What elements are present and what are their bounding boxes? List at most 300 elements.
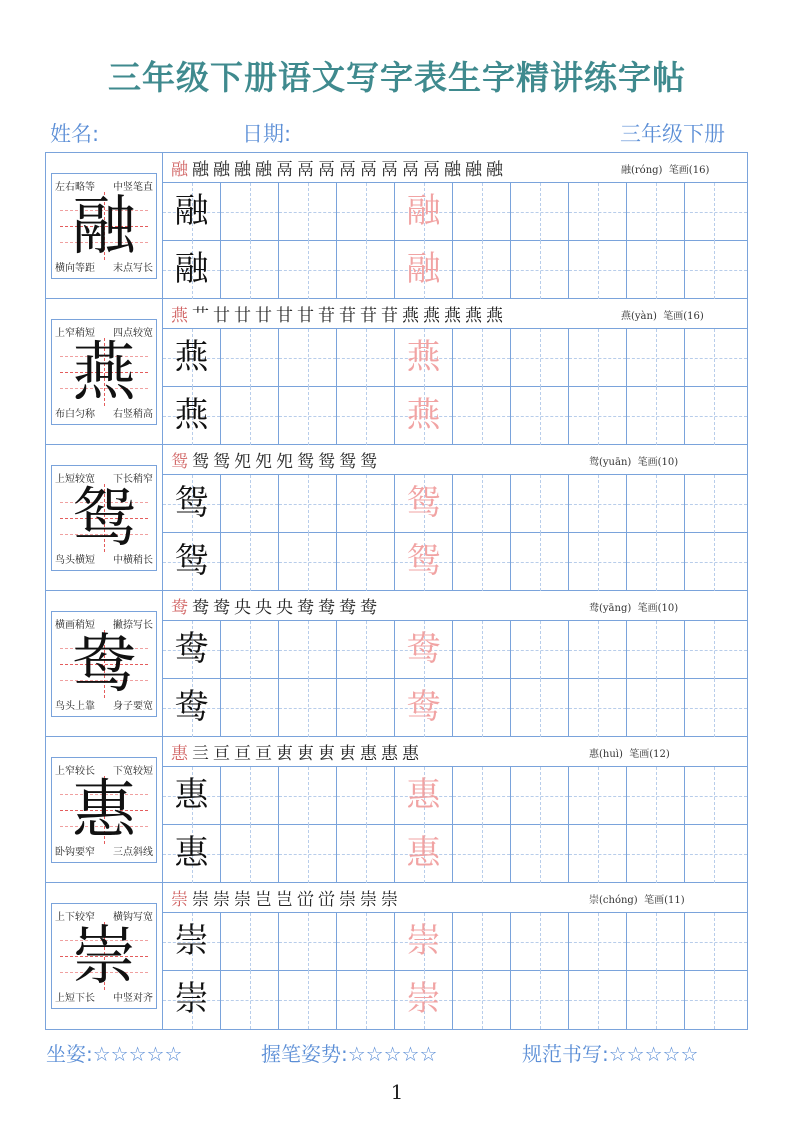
practice-cell[interactable] <box>395 533 453 591</box>
practice-cell[interactable] <box>163 971 221 1029</box>
tip-text: 卧钩要窄 <box>55 847 95 858</box>
stroke-count: 笔画(16) <box>663 311 704 322</box>
writing-rating <box>522 1038 698 1067</box>
character-block <box>46 591 747 737</box>
tip-text: 横画稍短 <box>55 620 95 631</box>
stroke-count: 笔画(16) <box>668 165 710 176</box>
practice-cell[interactable] <box>453 241 511 299</box>
writing-label: 规范书写: <box>522 1042 609 1066</box>
practice-cell[interactable] <box>221 533 279 591</box>
stroke-step: 鸯 <box>339 598 357 618</box>
practice-cell[interactable] <box>511 533 569 591</box>
practice-cell[interactable] <box>221 183 279 241</box>
practice-cell[interactable] <box>221 971 279 1029</box>
practice-cell[interactable] <box>511 679 569 737</box>
practice-cell[interactable] <box>163 183 221 241</box>
practice-cell[interactable] <box>279 679 337 737</box>
stroke-step: 鬲 <box>276 160 294 180</box>
stroke-order-row <box>163 737 747 767</box>
stroke-step: 亘 <box>255 744 273 764</box>
practice-cell[interactable] <box>685 329 747 387</box>
practice-cell[interactable] <box>163 679 221 737</box>
practice-cell[interactable] <box>221 679 279 737</box>
date-label: 日期: <box>242 122 292 146</box>
stroke-step: 艹 <box>192 306 210 326</box>
stroke-step: 燕 <box>423 306 441 326</box>
grip-rating <box>261 1038 437 1067</box>
stroke-step: 鸯 <box>360 598 378 618</box>
tip-text: 布白匀称 <box>55 409 95 420</box>
practice-cell[interactable] <box>395 621 453 679</box>
practice-grid-row <box>163 387 747 445</box>
practice-cell[interactable] <box>511 475 569 533</box>
practice-grid-row <box>163 621 747 679</box>
practice-sheet <box>45 152 748 1030</box>
stroke-step: 融 <box>486 160 504 180</box>
practice-cell[interactable] <box>395 183 453 241</box>
practice-cell[interactable] <box>337 475 395 533</box>
practice-cell[interactable] <box>453 971 511 1029</box>
practice-cell[interactable] <box>337 387 395 445</box>
trace-character: 燕 <box>406 337 441 377</box>
stroke-step: 崇 <box>360 890 378 910</box>
stroke-step: 鸳 <box>360 452 378 472</box>
stroke-step: 夗 <box>255 452 273 472</box>
practice-cell[interactable] <box>337 183 395 241</box>
copy-character: 崇 <box>174 921 209 961</box>
practice-cell[interactable] <box>395 679 453 737</box>
copy-character: 融 <box>174 249 209 289</box>
practice-cell[interactable] <box>569 183 627 241</box>
practice-cell[interactable] <box>395 913 453 971</box>
stroke-sequence <box>171 447 381 472</box>
practice-cell[interactable] <box>453 329 511 387</box>
stroke-count: 笔画(10) <box>637 603 679 614</box>
stroke-step: 鬲 <box>381 160 399 180</box>
copy-character: 鸳 <box>174 483 209 523</box>
tip-text: 撇捺写长 <box>113 620 153 631</box>
stroke-count: 笔画(12) <box>629 749 670 760</box>
practice-cell[interactable] <box>569 679 627 737</box>
practice-grid-row <box>163 533 747 591</box>
model-panel <box>46 591 163 737</box>
practice-cell[interactable] <box>395 971 453 1029</box>
grip-label: 握笔姿势: <box>261 1042 348 1066</box>
page-title: 三年级下册语文写字表生字精讲练字帖 <box>108 58 686 97</box>
tip-text: 下宽较短 <box>113 766 153 777</box>
stroke-step: 惠 <box>171 744 189 764</box>
stroke-order-row <box>163 591 747 621</box>
stroke-step: 融 <box>234 160 252 180</box>
stroke-step: 央 <box>255 598 273 618</box>
practice-cell[interactable] <box>279 183 337 241</box>
practice-cell[interactable] <box>163 621 221 679</box>
tip-text: 三点斜线 <box>113 847 153 858</box>
practice-cell[interactable] <box>685 241 747 299</box>
practice-cell[interactable] <box>453 183 511 241</box>
practice-cell[interactable] <box>279 767 337 825</box>
practice-cell[interactable] <box>221 825 279 883</box>
practice-cell[interactable] <box>569 971 627 1029</box>
model-panel <box>46 445 163 591</box>
stroke-step: 夗 <box>276 452 294 472</box>
practice-cell[interactable] <box>627 621 685 679</box>
stroke-step: 融 <box>444 160 462 180</box>
practice-cell[interactable] <box>511 241 569 299</box>
tip-text: 上短下长 <box>55 993 95 1004</box>
practice-cell[interactable] <box>569 533 627 591</box>
practice-cell[interactable] <box>569 241 627 299</box>
practice-grid-row <box>163 475 747 533</box>
practice-cell[interactable] <box>337 533 395 591</box>
stroke-step: 鸯 <box>213 598 231 618</box>
practice-cell[interactable] <box>685 971 747 1029</box>
stroke-sequence <box>171 301 507 326</box>
character-info <box>589 453 678 468</box>
stroke-step: 鬲 <box>339 160 357 180</box>
practice-cell[interactable] <box>337 679 395 737</box>
model-card <box>51 173 157 279</box>
pinyin: 鸳(yuān) <box>589 457 632 468</box>
practice-cell[interactable] <box>221 241 279 299</box>
stroke-step: 融 <box>255 160 273 180</box>
tip-text: 上下较窄 <box>55 912 95 923</box>
stroke-step: 惠 <box>402 744 420 764</box>
tip-text: 上窄稍短 <box>55 328 95 339</box>
page-number: 1 <box>390 1080 404 1104</box>
practice-cell[interactable] <box>453 533 511 591</box>
practice-cell[interactable] <box>685 767 747 825</box>
practice-cell[interactable] <box>279 329 337 387</box>
practice-cell[interactable] <box>453 825 511 883</box>
practice-cell[interactable] <box>453 767 511 825</box>
practice-cell[interactable] <box>279 387 337 445</box>
practice-grid-row <box>163 825 747 883</box>
practice-cell[interactable] <box>569 329 627 387</box>
copy-character: 惠 <box>174 775 209 815</box>
pinyin: 燕(yàn) <box>621 311 657 322</box>
stroke-step: 亘 <box>213 744 231 764</box>
tip-text: 右竖稍高 <box>113 409 153 420</box>
practice-cell[interactable] <box>569 825 627 883</box>
stroke-step: 鸳 <box>339 452 357 472</box>
character-block <box>46 153 747 299</box>
practice-cell[interactable] <box>163 913 221 971</box>
stroke-step: 叀 <box>297 744 315 764</box>
stroke-step: 崇 <box>192 890 210 910</box>
practice-cell[interactable] <box>337 825 395 883</box>
practice-cell[interactable] <box>569 767 627 825</box>
practice-cell[interactable] <box>279 621 337 679</box>
practice-cell[interactable] <box>453 475 511 533</box>
character-info <box>621 161 709 176</box>
practice-cell[interactable] <box>511 825 569 883</box>
practice-cell[interactable] <box>453 387 511 445</box>
practice-cell[interactable] <box>453 913 511 971</box>
practice-cell[interactable] <box>511 329 569 387</box>
trace-character: 融 <box>406 191 441 231</box>
model-character: 鸳 <box>72 482 136 556</box>
practice-grid-row <box>163 679 747 737</box>
practice-cell[interactable] <box>163 533 221 591</box>
copy-character: 鸯 <box>174 629 209 669</box>
practice-cell[interactable] <box>395 767 453 825</box>
tip-text: 中横稍长 <box>113 555 153 566</box>
stroke-step: 燕 <box>402 306 420 326</box>
practice-cell[interactable] <box>627 387 685 445</box>
trace-character: 崇 <box>406 921 441 961</box>
practice-cell[interactable] <box>279 533 337 591</box>
practice-cell[interactable] <box>627 971 685 1029</box>
stroke-order-row <box>163 153 747 183</box>
model-card <box>51 465 157 571</box>
practice-cell[interactable] <box>569 387 627 445</box>
tip-text: 中竖对齐 <box>113 993 153 1004</box>
character-info <box>621 307 704 322</box>
trace-character: 鸳 <box>406 483 441 523</box>
practice-cell[interactable] <box>221 621 279 679</box>
practice-cell[interactable] <box>163 825 221 883</box>
stroke-step: 亘 <box>234 744 252 764</box>
stroke-step: 亖 <box>192 744 210 764</box>
trace-character: 惠 <box>406 833 441 873</box>
practice-cell[interactable] <box>569 621 627 679</box>
practice-cell[interactable] <box>395 387 453 445</box>
practice-cell[interactable] <box>221 767 279 825</box>
stroke-step: 鬲 <box>360 160 378 180</box>
practice-grid-row <box>163 241 747 299</box>
practice-cell[interactable] <box>685 183 747 241</box>
stroke-step: 鸯 <box>318 598 336 618</box>
practice-cell[interactable] <box>279 971 337 1029</box>
model-card <box>51 903 157 1009</box>
practice-cell[interactable] <box>279 475 337 533</box>
stroke-step: 崇 <box>234 890 252 910</box>
practice-cell[interactable] <box>511 913 569 971</box>
stroke-step: 融 <box>171 160 189 180</box>
stroke-step: 融 <box>213 160 231 180</box>
stroke-sequence <box>171 155 507 180</box>
practice-cell[interactable] <box>685 913 747 971</box>
character-block <box>46 445 747 591</box>
practice-grid-row <box>163 767 747 825</box>
stroke-step: 鬲 <box>423 160 441 180</box>
practice-cell[interactable] <box>163 329 221 387</box>
tip-text: 下长稍窄 <box>113 474 153 485</box>
stroke-step: 燕 <box>171 306 189 326</box>
practice-cell[interactable] <box>685 387 747 445</box>
stroke-step: 鸳 <box>213 452 231 472</box>
tip-text: 中竖笔直 <box>113 182 153 193</box>
stroke-step: 苷 <box>339 306 357 326</box>
practice-cell[interactable] <box>279 913 337 971</box>
character-block <box>46 883 747 1029</box>
stroke-step: 崇 <box>381 890 399 910</box>
trace-character: 鸯 <box>406 629 441 669</box>
stroke-order-row <box>163 883 747 913</box>
stroke-count: 笔画(11) <box>644 895 685 906</box>
stroke-step: 崇 <box>339 890 357 910</box>
practice-cell[interactable] <box>163 241 221 299</box>
stroke-step: 融 <box>465 160 483 180</box>
stroke-step: 廿 <box>213 306 231 326</box>
stroke-step: 鸳 <box>192 452 210 472</box>
practice-cell[interactable] <box>511 621 569 679</box>
name-label: 姓名: <box>50 122 100 146</box>
practice-cell[interactable] <box>511 971 569 1029</box>
practice-cell[interactable] <box>569 913 627 971</box>
grip-stars: ☆☆☆☆☆ <box>347 1042 438 1066</box>
copy-character: 鸳 <box>174 541 209 581</box>
practice-cell[interactable] <box>685 825 747 883</box>
stroke-step: 廿 <box>234 306 252 326</box>
character-block <box>46 737 747 883</box>
stroke-step: 央 <box>276 598 294 618</box>
grade-label: 三年级下册 <box>620 122 725 146</box>
model-card <box>51 319 157 425</box>
practice-cell[interactable] <box>279 825 337 883</box>
practice-cell[interactable] <box>337 767 395 825</box>
practice-cell[interactable] <box>511 387 569 445</box>
trace-character: 鸳 <box>406 541 441 581</box>
practice-cell[interactable] <box>627 183 685 241</box>
practice-cell[interactable] <box>395 241 453 299</box>
tip-text: 横向等距 <box>55 263 95 274</box>
practice-cell[interactable] <box>627 475 685 533</box>
pinyin: 鸯(yāng) <box>589 603 632 614</box>
practice-cell[interactable] <box>163 475 221 533</box>
practice-grid-row <box>163 329 747 387</box>
stroke-step: 鸯 <box>171 598 189 618</box>
tip-text: 上窄较长 <box>55 766 95 777</box>
stroke-step: 鸳 <box>318 452 336 472</box>
stroke-step: 鸳 <box>171 452 189 472</box>
practice-cell[interactable] <box>627 679 685 737</box>
copy-character: 崇 <box>174 979 209 1019</box>
practice-cell[interactable] <box>627 767 685 825</box>
stroke-step: 岂 <box>276 890 294 910</box>
copy-character: 鸯 <box>174 687 209 727</box>
model-panel <box>46 153 163 299</box>
practice-cell[interactable] <box>685 679 747 737</box>
model-panel <box>46 299 163 445</box>
stroke-sequence <box>171 739 423 764</box>
copy-character: 燕 <box>174 337 209 377</box>
practice-cell[interactable] <box>279 241 337 299</box>
practice-cell[interactable] <box>511 183 569 241</box>
practice-grid-row <box>163 971 747 1029</box>
tip-text: 上短较宽 <box>55 474 95 485</box>
practice-cell[interactable] <box>337 913 395 971</box>
trace-character: 惠 <box>406 775 441 815</box>
stroke-step: 崇 <box>213 890 231 910</box>
stroke-step: 鬲 <box>318 160 336 180</box>
practice-grid-row <box>163 183 747 241</box>
practice-cell[interactable] <box>685 475 747 533</box>
stroke-step: 峃 <box>318 890 336 910</box>
pinyin: 崇(chóng) <box>589 895 638 906</box>
practice-cell[interactable] <box>511 767 569 825</box>
model-card <box>51 757 157 863</box>
stroke-step: 廿 <box>255 306 273 326</box>
practice-cell[interactable] <box>685 621 747 679</box>
stroke-step: 叀 <box>318 744 336 764</box>
practice-cell[interactable] <box>569 475 627 533</box>
stroke-step: 苷 <box>360 306 378 326</box>
practice-cell[interactable] <box>395 825 453 883</box>
posture-stars: ☆☆☆☆☆ <box>92 1042 183 1066</box>
pinyin: 惠(huì) <box>589 749 623 760</box>
stroke-step: 鸯 <box>192 598 210 618</box>
practice-cell[interactable] <box>221 329 279 387</box>
stroke-step: 峃 <box>297 890 315 910</box>
practice-cell[interactable] <box>221 387 279 445</box>
tip-text: 四点较宽 <box>113 328 153 339</box>
copy-character: 融 <box>174 191 209 231</box>
stroke-step: 惠 <box>360 744 378 764</box>
stroke-step: 叀 <box>276 744 294 764</box>
trace-character: 鸯 <box>406 687 441 727</box>
practice-cell[interactable] <box>337 329 395 387</box>
practice-cell[interactable] <box>221 475 279 533</box>
model-card <box>51 611 157 717</box>
practice-cell[interactable] <box>337 621 395 679</box>
model-character: 崇 <box>72 920 136 994</box>
stroke-step: 甘 <box>297 306 315 326</box>
practice-cell[interactable] <box>685 533 747 591</box>
practice-grid-row <box>163 913 747 971</box>
copy-character: 惠 <box>174 833 209 873</box>
stroke-step: 鬲 <box>297 160 315 180</box>
stroke-step: 央 <box>234 598 252 618</box>
practice-cell[interactable] <box>627 533 685 591</box>
copy-character: 燕 <box>174 395 209 435</box>
posture-label: 坐姿: <box>46 1042 93 1066</box>
practice-cell[interactable] <box>395 329 453 387</box>
practice-cell[interactable] <box>395 475 453 533</box>
practice-cell[interactable] <box>221 913 279 971</box>
stroke-step: 燕 <box>465 306 483 326</box>
model-character: 鸯 <box>72 628 136 702</box>
practice-cell[interactable] <box>163 767 221 825</box>
trace-character: 崇 <box>406 979 441 1019</box>
stroke-order-row <box>163 445 747 475</box>
practice-cell[interactable] <box>627 913 685 971</box>
stroke-step: 鬲 <box>402 160 420 180</box>
practice-cell[interactable] <box>453 621 511 679</box>
tip-text: 横钩写宽 <box>113 912 153 923</box>
stroke-sequence <box>171 885 402 910</box>
practice-cell[interactable] <box>337 241 395 299</box>
stroke-step: 融 <box>192 160 210 180</box>
practice-cell[interactable] <box>163 387 221 445</box>
practice-cell[interactable] <box>627 825 685 883</box>
practice-cell[interactable] <box>627 329 685 387</box>
practice-cell[interactable] <box>627 241 685 299</box>
practice-cell[interactable] <box>337 971 395 1029</box>
model-panel <box>46 883 163 1029</box>
stroke-step: 夗 <box>234 452 252 472</box>
character-block <box>46 299 747 445</box>
model-panel <box>46 737 163 883</box>
stroke-step: 甘 <box>276 306 294 326</box>
tip-text: 鸟头横短 <box>55 555 95 566</box>
stroke-step: 苷 <box>381 306 399 326</box>
practice-cell[interactable] <box>453 679 511 737</box>
trace-character: 燕 <box>406 395 441 435</box>
stroke-order-row <box>163 299 747 329</box>
stroke-step: 鸳 <box>297 452 315 472</box>
